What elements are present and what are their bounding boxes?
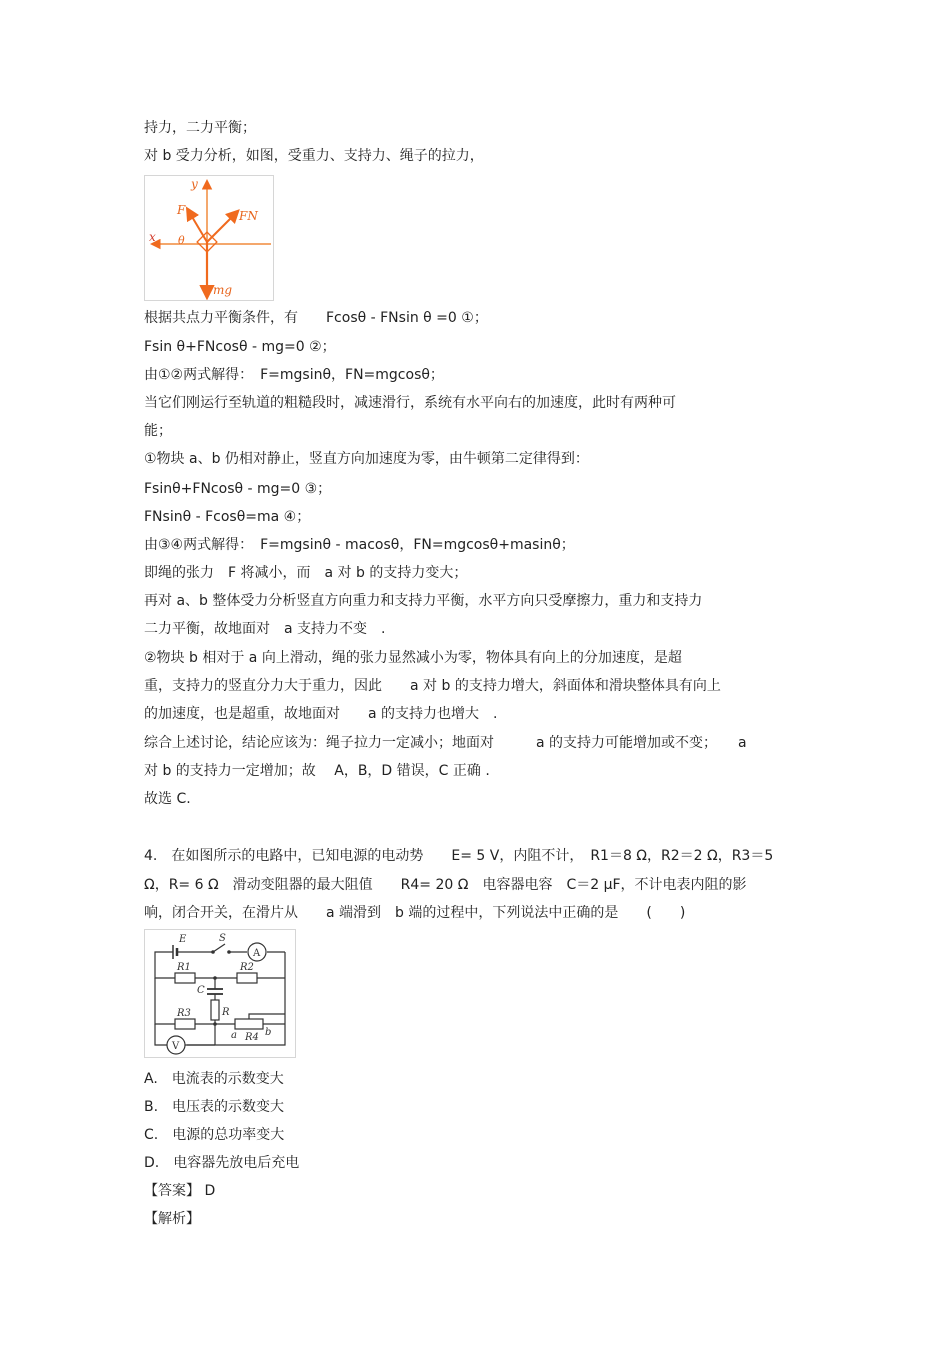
label-S: S: [219, 933, 226, 944]
text-line: 的加速度，也是超重，故地面对 a 的支持力也增大 .: [144, 706, 498, 722]
text-line: 故选 C.: [144, 791, 191, 807]
label-x: x: [149, 230, 156, 244]
label-a: a: [231, 1030, 237, 1041]
vector-F: [188, 210, 207, 242]
label-R1: R1: [177, 962, 191, 973]
text-line: 能；: [144, 423, 172, 439]
option-D: D. 电容器先放电后充电: [144, 1155, 300, 1171]
text-line: 持力，二力平衡；: [144, 120, 256, 136]
analysis-label: 【解析】: [144, 1211, 200, 1227]
vector-FN: [207, 212, 237, 242]
text-line: 重，支持力的竖直分力大于重力，因此 a 对 b 的支持力增大，斜面体和滑块整体具有向上: [144, 678, 721, 694]
label-F: F: [177, 203, 186, 217]
label-R3: R3: [177, 1008, 191, 1019]
label-A: A: [253, 948, 261, 959]
text-line: FNsinθ - Fcosθ=ma ④；: [144, 509, 311, 525]
text-line: Fsinθ+FNcosθ - mg=0 ③；: [144, 481, 332, 497]
question-stem-line: 响，闭合开关，在滑片从 a 端滑到 b 端的过程中，下列说法中正确的是 ( ): [144, 905, 686, 921]
circuit-diagram: [144, 929, 296, 1058]
text-line: Fsin θ+FNcosθ - mg=0 ②；: [144, 339, 336, 355]
question-stem-line: 4. 在如图所示的电路中，已知电源的电动势 E= 5 V，内阻不计， R1＝8 Ω，R2＝2 Ω，R3＝5: [144, 848, 774, 864]
label-FN: FN: [239, 209, 258, 223]
text-line: 根据共点力平衡条件，有 Fcosθ - FNsin θ =0 ①；: [144, 310, 488, 326]
question-stem-line: Ω，R= 6 Ω 滑动变阻器的最大阻值 R4= 20 Ω 电容器电容 C＝2 μF，不计电表内阻的影: [144, 877, 747, 893]
text-line: 对 b 的支持力一定增加；故 A，B，D 错误，C 正确 .: [144, 763, 490, 779]
option-A: A. 电流表的示数变大: [144, 1071, 284, 1087]
label-b: b: [265, 1027, 272, 1038]
text-line: 由①②两式解得： F=mgsinθ，FN=mgcosθ；: [144, 367, 444, 383]
label-R2: R2: [240, 962, 254, 973]
text-line: ②物块 b 相对于 a 向上滑动，绳的张力显然减小为零，物体具有向上的分加速度，是超: [144, 650, 682, 666]
force-diagram: [144, 175, 274, 301]
label-y: y: [191, 177, 198, 191]
option-B: B. 电压表的示数变大: [144, 1099, 285, 1115]
label-R: R: [222, 1007, 230, 1018]
label-theta: θ: [178, 234, 185, 247]
label-E: E: [179, 934, 187, 945]
label-R4: R4: [245, 1032, 259, 1043]
label-mg: mg: [213, 283, 233, 297]
text-line: 由③④两式解得： F=mgsinθ - macosθ，FN=mgcosθ+masinθ；: [144, 537, 575, 553]
text-line: 二力平衡，故地面对 a 支持力不变 .: [144, 621, 386, 637]
text-line: ①物块 a、b 仍相对静止，竖直方向加速度为零，由牛顿第二定律得到：: [144, 451, 589, 467]
label-C: C: [197, 985, 205, 996]
text-line: 再对 a、b 整体受力分析竖直方向重力和支持力平衡，水平方向只受摩擦力，重力和支持力: [144, 593, 703, 609]
label-V: V: [172, 1041, 180, 1052]
text-line: 当它们刚运行至轨道的粗糙段时，减速滑行，系统有水平向右的加速度，此时有两种可: [144, 395, 676, 411]
text-line: 综合上述讨论，结论应该为：绳子拉力一定减小；地面对 a 的支持力可能增加或不变； a: [144, 735, 747, 751]
text-line: 即绳的张力 F 将减小，而 a 对 b 的支持力变大；: [144, 565, 468, 581]
text-line: 对 b 受力分析，如图，受重力、支持力、绳子的拉力，: [144, 148, 484, 164]
answer-label: 【答案】 D: [144, 1183, 216, 1199]
option-C: C. 电源的总功率变大: [144, 1127, 285, 1143]
